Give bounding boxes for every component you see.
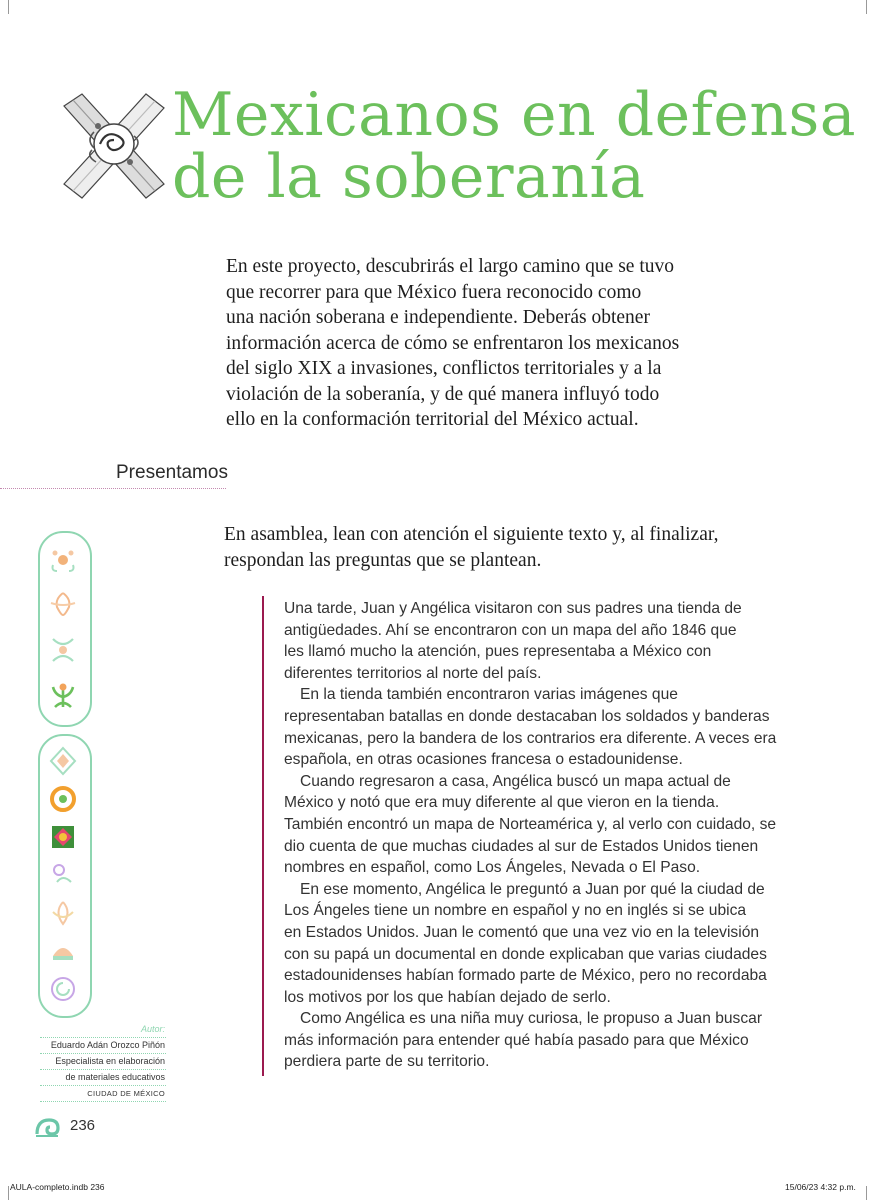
reading-line: española, en otras ocasiones francesa o estadounidense. xyxy=(284,751,683,769)
reading-line: diferentes territorios al norte del país. xyxy=(284,664,542,682)
intro-line: que recorrer para que México fuera reconocido como xyxy=(226,281,642,303)
campus-symbol-icon xyxy=(49,681,77,711)
campus-symbol-icon xyxy=(49,635,77,665)
instruction-line: En asamblea, lean con atención el siguiente texto y, al finalizar, xyxy=(224,524,719,545)
intro-line: información acerca de cómo se enfrentaron los mexicanos xyxy=(226,332,680,354)
reading-accent-rule xyxy=(262,596,264,1076)
intro-line: una nación soberana e independiente. Deberás obtener xyxy=(226,307,650,328)
crop-mark xyxy=(866,0,867,14)
spiral-folio-icon xyxy=(34,1114,62,1140)
crossed-bands-icon xyxy=(58,92,170,202)
campus-symbols-icon xyxy=(38,531,92,727)
section-divider xyxy=(0,488,226,489)
intro-line: En este proyecto, descubrirás el largo camino que se tuvo xyxy=(226,256,674,277)
reading-line: También encontró un mapa de Norteamérica y, al verlo con cuidado, se xyxy=(284,815,777,833)
campus-symbol-icon xyxy=(49,898,77,928)
intro-line: violación de la soberanía, y de qué manera influyó todo xyxy=(226,383,660,405)
reading-line: con su papá un documental en donde explicaban que varias ciudades xyxy=(284,945,767,963)
print-slug-file: AULA-completo.indb 236 xyxy=(10,1182,105,1192)
page-title xyxy=(172,80,857,212)
reading-line: estadounidenses habían formado parte de México, pero no recordaba xyxy=(284,967,767,985)
reading-line: México y notó que era muy diferente al que vieron en la tienda. xyxy=(284,794,720,812)
campus-symbol-icon xyxy=(49,746,77,776)
reading-line: les llamó mucho la atención, pues representaba a México con xyxy=(284,643,712,661)
reading-line: Como Angélica es una niña muy curiosa, le propuso a Juan buscar xyxy=(300,1010,763,1028)
campus-symbol-icon xyxy=(49,589,77,619)
crop-mark xyxy=(8,1186,9,1200)
reading-line: En ese momento, Angélica le preguntó a Juan por qué la ciudad de xyxy=(300,880,765,898)
campus-symbol-icon xyxy=(49,974,77,1004)
campus-symbols-icon xyxy=(38,734,92,1018)
reading-line: más información para entender qué había pasado para que México xyxy=(284,1031,749,1049)
author-role: Especialista en elaboración xyxy=(40,1054,166,1070)
author-place: CIUDAD DE MÉXICO xyxy=(40,1086,166,1102)
reading-line: los motivos por los que habían dejado de serlo. xyxy=(284,988,611,1006)
reading-line: Una tarde, Juan y Angélica visitaron con sus padres una tienda de xyxy=(284,600,742,617)
title-line: de la soberanía xyxy=(172,142,646,212)
instruction-line: respondan las preguntas que se plantean. xyxy=(224,549,542,571)
crop-mark xyxy=(8,0,9,14)
intro-paragraph xyxy=(226,254,726,433)
reading-line: En la tienda también encontraron varias imágenes que xyxy=(300,686,678,704)
reading-text xyxy=(284,598,824,1073)
print-slug-date: 15/06/23 4:32 p.m. xyxy=(785,1182,856,1192)
campus-symbol-icon xyxy=(49,545,77,575)
reading-line: en Estados Unidos. Juan le comentó que una vez vio en la televisión xyxy=(284,923,760,941)
reading-line: dio cuenta de que muchas ciudades al sur de Estados Unidos tienen xyxy=(284,837,759,855)
page-number: 236 xyxy=(70,1117,96,1134)
title-line: Mexicanos en defensa xyxy=(172,80,857,150)
intro-line: ello en la conformación territorial del México actual. xyxy=(226,409,639,430)
campus-symbol-icon xyxy=(49,936,77,966)
author-role: de materiales educativos xyxy=(40,1070,166,1086)
campus-symbol-icon xyxy=(49,784,77,814)
campus-symbol-icon xyxy=(49,860,77,890)
reading-line: antigüedades. Ahí se encontraron con un mapa del año 1846 que xyxy=(284,621,737,639)
author-label: Autor: xyxy=(40,1022,166,1038)
reading-line: perdiera parte de su territorio. xyxy=(284,1053,490,1071)
reading-line: representaban batallas en donde destacaban los soldados y banderas xyxy=(284,707,770,725)
reading-line: Cuando regresaron a casa, Angélica buscó un mapa actual de xyxy=(300,772,731,790)
campus-symbol-icon xyxy=(49,822,77,852)
reading-line: Los Ángeles tiene un nombre en español y no en inglés si se ubica xyxy=(284,902,747,920)
reading-line: nombres en español, como Los Ángeles, Nevada o El Paso. xyxy=(284,859,701,877)
section-heading: Presentamos xyxy=(116,462,228,483)
instruction-paragraph xyxy=(224,522,744,573)
author-name: Eduardo Adán Orozco Piñón xyxy=(40,1038,166,1054)
author-credit xyxy=(0,1022,166,1102)
crop-mark xyxy=(866,1186,867,1200)
reading-line: mexicanas, pero la bandera de los contrarios era diferente. A veces era xyxy=(284,729,777,747)
intro-line: del siglo XIX a invasiones, conflictos territoriales y a la xyxy=(226,358,662,379)
